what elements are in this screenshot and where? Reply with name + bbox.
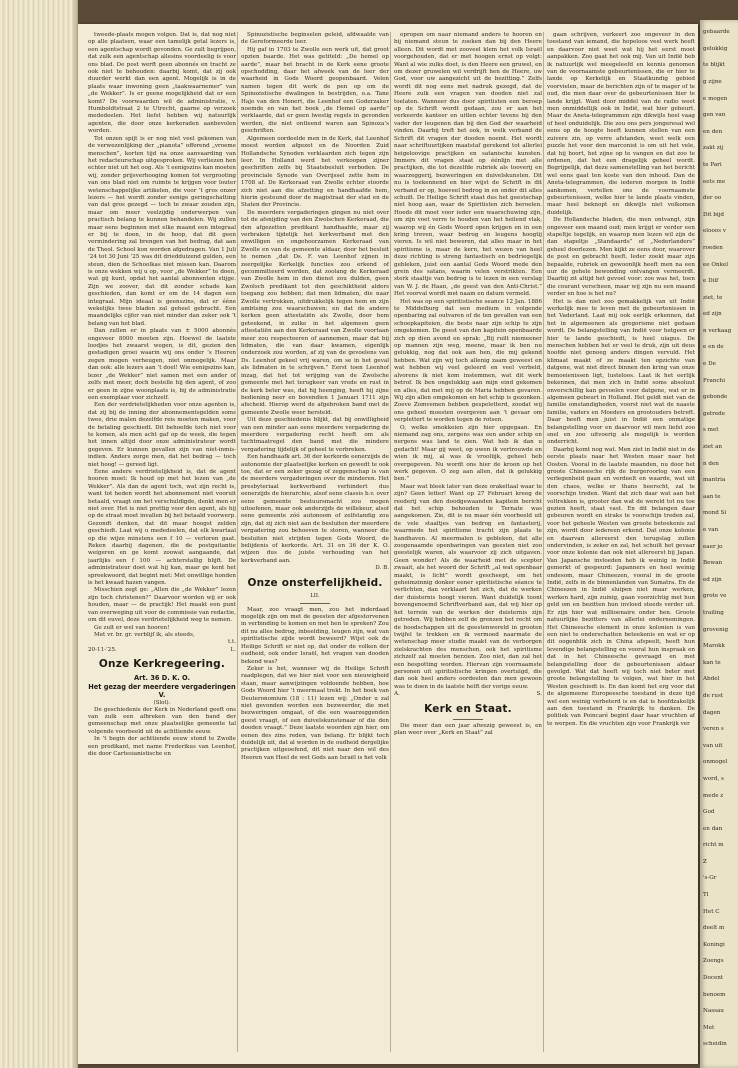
next-page-fragment: kan te <box>703 659 721 666</box>
next-page-fragment: ed zijn <box>703 311 722 318</box>
next-page-fragment: scheidin <box>703 1041 727 1048</box>
next-page-fragment: ziet, te <box>703 294 723 301</box>
paragraph: tweede-plaats mogen volgen. Dat is, dat nog niet op alle plaatsen, waar een tamelijk getal lezers is, een agentschap wordt gevonden. Ge zult begrijpen, dat zulk een agentschap allesins voordeelig is voor ons blad. De post werft geen abonnés en tracht ze ook niet te behouden: daarbij komt, dat zij ook duurder werkt dan een agent. Mogelijk is in de plaats waar inwoning geen „taakwaarnemer” van „de Wekker”. Is er geene mogelijkheid dat er een komt? De voorwaarden wil de administratie, v. Humboldtstraat 2 te Utrecht, gaarne op verzoek mededeelen. Het liefst hebben wij natuurlijk agenten, die door onze kerkeraden aanbevolen worden. <box>88 32 236 135</box>
next-page-fragment: s met <box>703 427 719 434</box>
next-page-fragment: Bewan <box>703 560 723 567</box>
headline-kerkregeering: Onze Kerkregeering. <box>98 658 226 671</box>
signature-line <box>394 691 542 698</box>
next-page-fragment: veren s <box>703 726 724 733</box>
next-page-fragment: e De <box>703 361 716 368</box>
paragraph: Uit deze geschiedenis blijkt, dat bij onwilligheid van een minder aan eene meerdere vergadering de meerdere vergadering recht heeft om als tuchtmaatregel den band met die mindere vergadering tijdelijk of geheel te verbreken. <box>241 417 389 453</box>
next-page-fragment: gelukkig <box>703 45 728 52</box>
article-number: LII. <box>310 592 320 599</box>
paragraph: opropen om naar niemand anders te hooren en bij niemand steun te zoeken dan bij den Heere alleen. Dit wordt met zooveel klem het volk Israël voorgehouden, dat er met hoogen ernst op volgt: Want al wie zulks doet, is den Heere een gruwel, en om dezer gruwelen wil verdrijft hen de Heere, uw God, voor uw aangezicht uit de bezitting.” Zelfs wordt dit nog eens met nadruk gezegd, dat de Heere zulk een vragen van dooden niet zal toelaten. Wanneer dus door spiritisten een beroep op de Schrift wordt gedaan, zou er aan het verkeerde kanteer en uitlen echter tevens bij den vader der leugenen dan bij den God der waarheid vinden. Daarbij treft het ook, in welk verband de Schrift dit vragen der dooden noemt. Het wordt naar schriftuurlijken maatstaf gerekend tot allerlei heigeloovige practijken en satanische kunsten. Immers dit vragen staat op éénlijn met alle practijken, die tot dezelfde rubriek als tooverij en waarzeggerij, bezweringen en duivelskunsten. Dit nu is toekennend en hier wijst de Schrift in dit verband er op, hoeveel bedrog in en onder dit alles schuilt. De Heilige Schrift staat dus het geestschap niet hoog aan, waar de Spiritisten zich beroelen. Hoeds dit moet voor ieder een waarschuwing zijn, om zijn voet verre te houden van het heilend vlak, waarop wij én Gods Woord open krijgen en in een kring treven, waar bedrog en leugens hoogtij vieren. Is wil niet beweren, dat alles maar in het spiritisme is, maar de kern, het wezen van heel deze richting is streng fantastisch en bedriegelijk gebleken, juist een aantal Gods Woord mede den grein des satans, waarin velen verstrikten. Een sterk staaltje van bedrog is te lezen in een verslag van W. J. de Haan, „de geest van den Anti-Christ.” Het voorval wordt met naam en datum vermeld. <box>394 32 542 298</box>
next-page-fragment: en dan <box>703 825 723 832</box>
separator <box>453 719 483 720</box>
next-page-fragment: elooos v <box>703 228 727 235</box>
column-rule <box>390 32 391 1052</box>
next-page-fragment: aan te <box>703 493 721 500</box>
next-page-fragment: van uit <box>703 742 723 749</box>
next-page-fragment: Koningi <box>703 941 725 948</box>
next-page-fragment: Tl <box>703 892 709 899</box>
paragraph: Ge zult er wel van hooren! <box>94 624 170 631</box>
paragraph: Hij gaf in 1703 te Zwolle een werk uit, dat groot opzien baarde. Het was getiteld: „De hemel op aarde”, maar het bracht in de Kerk eene groote opschudding, daar het afweek van de leer der waarheid in Gods Woord geopenbaard. Velen namen tegen dit werk de pen op om de Spinozistische dwalingen te bestrijden, o.a. Tane Hajo van den Honert, die Leenhof een Goderzaker noemde en van het boek „de Hemel op aarde” verklaarde, dat er geen lwestig regels in gevonden werden, die niet ontleend waren aan Spinoza’s geschriften. <box>241 46 389 135</box>
next-page-fragment: zakt zij <box>703 145 724 152</box>
next-page-edge <box>700 20 738 1068</box>
next-page-fragment: eaer jo <box>703 543 723 550</box>
next-page-fragment: Dit bijd <box>703 211 724 218</box>
next-page-fragment: gebaarde <box>703 29 730 36</box>
separator <box>300 603 330 604</box>
paragraph: Een der verdrietelijkheden voor onze agenten is, dat zij bij de inning der abonnementsgelden soms twee, drie malen dezelfde reis moeten maken, voor de betaling geschiedt. Dit behoefde toch niet voor te komen, als men acht gaf op de week, die tegen het innen altijd door onze administrateur wordt gegeven. Er kunnen gevallen zijn van niet-inmis-indien. Anders zorge men, dat het bedrag — toch niet hoog! — gereed ligt. <box>88 402 236 468</box>
next-page-fragment: dagen <box>703 709 721 716</box>
signature-initials: t.t. <box>227 639 236 646</box>
next-page-fragment: roeden <box>703 244 723 251</box>
next-page-fragment: grovenig <box>703 626 729 633</box>
next-page-fragment: Met <box>703 1024 715 1031</box>
next-page-fragment: richt m <box>703 842 724 849</box>
paragraph: Misschien zegt ge: „Allen die „de Wekker” lezen zijn toch christenen?” Daarvoor worden wij er ook houden, maar — de practijk! Het maakt een punt van overweging uit voor de commissie van redactie, om dit euvel, deze verdrietelijkheid weg te nemen. <box>88 587 236 624</box>
next-page-fragment: Het C <box>703 908 720 915</box>
next-page-fragment: word, s <box>703 775 724 782</box>
next-page-fragment: Marokk <box>703 643 725 650</box>
column-rule <box>237 32 238 1052</box>
next-page-fragment: mantria <box>703 477 726 484</box>
paragraph: Die meer dan een jaar afwezig geweest is, en plan weer over „Kerk en Staat” zal <box>394 722 542 736</box>
paragraph: Eene andere verdrietelijkheid is, dat de agent hooren moet: Ik houd op met het lezen van „de Wekker”. Als dan de agent toch, wat zijn recht is, want tot heden wordt het abonnement niet vooruit betaald, vraagt om het verschuldigde, denkt men er niet over. Het is niet prettig voor den agent, als hij op de straat moet invallen bij het betaald voorwerp. Gezondt denken, dat dit maar hoogst zelden geschiedt. Laat wij u mededeelen, dat elk kwartaal op die wijze minstens een f 10 — verloren gaat. Reken daarbij dagenen, die de postquitantie weigeren en ge komt zoowat aangaande, dat jaarlijks een f 100 — achterstallig blijft. De administrateur doet wat hij kan, maar ge kent het spreekwoord, dat begint met: Met onwillige honden is het kwaad hazen vangen. <box>88 468 236 587</box>
next-page-fragment: getrede <box>703 410 726 417</box>
next-page-fragment: benoem <box>703 991 726 998</box>
next-page-fragment: ed zijn <box>703 576 722 583</box>
next-page-fragment: ee Onkel <box>703 261 729 268</box>
paragraph: Maar wat bleek later van deze orakeltaal waar te zijn? Geen letter! Want op 27 Februari kreeg de reederij van den doodgewaanden kapitein bericht dat het schip behouden te Ternate was aangekomen. Zie, dit is nu maar één voorbeeld uit de vele staaltjes van bedrog en fantasterij, waarmede het spiritisme tracht zijn plaats te handhaven. Al meermalen is gebleken, dat alle zoogenaamde openbaringen van geesten niet zoo geestelijk waren, als waarvoor zij zich uitgaven. Geen wonder! Als de waarheid met de scepter zwaait, als het woord der Schrift „al wat openbaar maakt, is licht” wordt gescheept, om het geheimzinnig donker eener spiritistische séance te verlichten, dan verklaart het zich, dat de werken der duisternis hoogt vieren. Want duidelijk toont bovengenoemd Schriftverband aan, dat wij hier op het terrein van de werken der duisternis zijn getreden. Wij hebben zelf de grenzen het recht om de boodschappen uit de geestenwereld in grooten twijfel te trekken en ik vermoed naarmate de wetenschap meer studie maakt van de verborgen zielskrachten des menschen, ook het spiritisme zichzelf zal moeten herzien. Zoo niet, dan zal het een bespotting worden. Hiervan zijn voornaamste personen uit spiritistische kringen overtuigd, die dan ook heel anders oordeelen dan men gewoon was te doen in de laatste helft der vorige eeuw. <box>394 483 542 690</box>
newspaper-page <box>78 24 698 1064</box>
next-page-fragment: n verkaag <box>703 327 732 334</box>
signature-right: S. <box>536 691 542 698</box>
signature-letter: L. <box>230 646 236 653</box>
column-rule <box>543 32 544 1052</box>
paragraph: Dan zullen er in plaats van ± 5000 abonnés ongeveer 8000 moeten zijn. Hoewel de laatste loodjes het zwaarst wegen, is dit, gezien den gestadigen groei waarin wij ons onder ’s Heeren zegen mogen verheugen, niet onmogelijk. Maar dan ook: alle lezers aan ’t doel! Wie eenigszins kan, lezer „de Wekker” niet samen met een ander of zelfs met meer, doch bestelle hij den agent, of zoo er geen in zijne woonplaats is, bij de administratie een exemplaar voor zichzelf. <box>88 328 236 401</box>
paragraph: Maar, zoo vraagt men, zou het inderdaad mogelijk zijn om met de geesten der afgestorvenen in verbinding te komen en met hen te spreken? Zou dit nu alles bedrog, inbeelding, leugen zijn, wat van spiritistische zijde wordt beweerd? Wijst ook de Heilige Schrift er niet op, dat onder de volken der oudheid, ook onder Israël, het vragen van dooden bekend was? <box>241 606 389 665</box>
paragraph: Algemeen oordeelde men in de Kerk, dat Leenhof moest worden afgezet en de Noorden Zuid Hollandsche Synoden verklaarden zich tegen zijn leer. In Holland werd het verkoopen zijner geschriften zelfs bij Staatsbesluit verboden. De provinciale Synode van Overijssel zette hem in 1708 af. De Kerkeraad van Zwolle echter stoorde zich niet aan die afzetting en handhaafde hem, hierin gesteund door de magistraat der stad en de Staten der Provincie. <box>241 135 389 209</box>
next-page-fragment: onmogel <box>703 759 728 766</box>
next-page-fragment: Nassau <box>703 1008 724 1015</box>
signature: D. B. <box>375 565 389 572</box>
column-3 <box>394 32 542 1052</box>
stacked-page-edges <box>0 0 78 1068</box>
next-page-fragment: mond Si <box>703 510 727 517</box>
column-4 <box>547 32 695 1052</box>
next-page-fragments <box>703 20 731 1049</box>
article-subtitle: Het gezag der meerdere vergaderingen V. <box>88 682 236 700</box>
paragraph: Daarbij komt nog wat. Men ziet in Indië niet in de eerste plaats naar het Westen maar naar het Oosten. Vooral in de laatste maanden, nu door het groote Chineesche rijk de burgeroorlog van een verlegenheid gaan en verdeelt en waarde, wat uit den chaos, welke er thans heerscht, zal te voorschijn treden. Want dat zich daar wat aan het voltrekken is, grooter dan wat de wereld tot nu toe gezien heeft, staat vast. En dit belangen daar gebeuren wordt en straks te voorschijn treden zal, voor het geheele Westen van groote beteekenis zal zijn, wordt door iedereen erkend. Dat onze kolonie en daarvan allereerst den terugslag zullen ondervinden, is zeker en zal, het schuilt het gevaar voor onze kolonie dan ook niet allereerst bij Japan. Van Japansche invloeden heb ik weinig in Indië gemerkt of gespeurd: Japanners en heel weinig ondesom, maar Chineezen, vooral in de groote Indië, zelfs in de binnenlanden van Sumatra. En de Chineezen in Indië sluipen niet maar werken, werken hard, zijn zuinig, gaan voorzichtig met hun geld om en bezitten hun invloed steeds verder uit. Er zijn hier wat millioenaire onder hen. Groote natuurlijke bezitters van allerlei ondernemingen. Het Chineesche element in onze kolonien is van een niet te onderschatten beteekenis en wat er op dit oogenblik zich in China afspeelt, heeft hun levendige belangstelling en vooral hun inspraak en dat in het Chineesche gevraagd en met belangstelling door de gebeurtenissen aldaar gevolgd. Wat dat heeft wij toch niet beter met groote belangstelling te volgen, wat hier in het Westen geschiedt is. En dan komt het erg voor dat de algemeene Europeesche toestand in deze tijd wel een weinig verbeterd is en dat is hoofdzakelijk aan den toestand in Frankrijk te danken. De politiek van Poincaré begint daar haar vruchten af te werpen. En die vruchten zijn voor Frankrijk ver <box>547 446 695 727</box>
article-title: Art. 36 D. K. O. <box>134 674 190 683</box>
next-page-fragment: n den <box>703 460 719 467</box>
paragraph: Zeker is het, wanneer wij de Heilige Schrift raadplegen, dat we hier niet voor een nieuwigheid staan, maar aanwijzingen voldoende hebben, hoe Gods Woord hier ’t meermaal trekt. In het boek van Deuteronomium (18 : 11) lezen wij: „Onder u zal niet gevonden worden een bezweerder, die met bezweringen omgaat, of die een waarzeggenden geest vraagt, of een duivelskunstenaar of die den dooden vraagt.” Deze laatste woorden zijn hier, om eenen des zins reden, van belang. Er blijkt toch duidelijk uit, dat al worden in de oudheid dergelijke practijken uitgeoefend, dit niet naar den wil des Heeren van Heel de wet Gods aan Israël is het volk <box>241 665 389 761</box>
next-page-fragment: e Dilf <box>703 278 719 285</box>
article-note: (Slot). <box>153 699 171 706</box>
paragraph: De meerdere vergaderingen gingen nu niet over tot de afsnijding van den Zwolschen Kerkeraad, die den afgezetten predikant handhaafde, maar zij verbraken tijdelijk het kerkverband met den onwilligen en ongehoorzamen Kerkeraad van Zwolle en van de gemeente aldaar, door het besluit te nemen „dat Ds. F. van Leenhof zijnen in zeergelijke Kerkelijk functies zou erkend of gecommitteerd worden, dat zoolang de Kerkeraad van Zwolle hem in den dienst zou dulden, geen Zwolsch predikant tot den geschiktheid alders toegang zou hebben; dat men lidmaten, die naar Zwolle vertrokken, uitdrukkelijk tegen hem en zijn ambtsing zou waarschuwen; en dat de andere kerken geen attestatiën als Zwolle, door hem geteekend, in zulke in het algemeen geen attestatiën aan den Kerkeraad van Zwolle voortaan meer zou respecteeren of aannemen, maar dat bij lidmaten, die van daar kwamen, eigenlijk onderzoek zou worden, af zij van de gevoelens van Ds. Leenhof gekeel vrij waren, om se in het geval als lidmaten in te schrijven.” Eerst toen Leenhof inzag, dat het tot wrijging van de Zwolsche gemeente met het terugkeer van vrede en rust in de kerk beter was, dat hij heenging, heeft hij zijne bediening neer en bovendien 1 Januari 1711 zijn afscheid. Hierop werd de afgebroken band met de gemeente Zwolle weer hersteld. <box>241 209 389 416</box>
signature-line <box>88 647 236 654</box>
next-page-fragment: Docent <box>703 975 724 982</box>
next-page-fragment: eets me <box>703 178 726 185</box>
paragraph: Het was op een spiritistische seance 12 Jan. 1886 te Middelburg dat een medium in volgende openbaring zal outvaren of de ten gevallen van een schoepkapiteien, die beste naar zijn schip te zijn omgekomen. De geest van den kapitein openbaarde zich op dien avond en sprak: „Bij ruilt niemeener op mannen zijn weg, meene, maar ik ben nu gelukkig, nog dat ook aan hen, die mij gekend hebben. Wat zijn wij toch allenig zaam geweest en wat hebben wij veel geleerd en veel verbeld, alvorens ik niet kom instemmen, wat dit werk betrof. Ik ben ongelukkig aan mijn eind gekomen en alles, dat met mij op de Maria hebben gevaren. Wij zijn allen omgekomen en het schip is gezonken. Zoeve Zomvemen hebben gespeletterd, zoodat wij ons geheel moesten overgeven aan ’t gevaar om verplettert te worden tegen de rotsen. <box>394 298 542 424</box>
next-page-fragment: Franchi <box>703 377 726 384</box>
next-page-fragment: God <box>703 809 715 816</box>
paragraph: gaan schrijven, verkeert zoo ongeveer in den toestand van iemand, die hopeloos veel werk heeft en daarvoor niet weet wat hij het eerst moet aanpakken. Zoo gaat het ook mij. Van uit Indië heb ik natuurlijk wel meegeleefd en kennis genomen van de voornaamste gebeurtenissen, die er hier te lande op Kerkelijk en Staatkundig gebied voorvielen, maar de berichten zijn of te mager of te oud, die men daar over de gebeurtenissen hier te lande krijgt. Want door middel van de radio weet men onmiddellijk ook in Indië, wat hier gebeurt. Maar de Aneta-telegrammen zijn dikwijls heel vaag of heel onduidelijk. Die zou ons pers jongeresal wel eens op de hoogte heeft kunnen stellen van een zuivere zin, op verre afstanden, weet welk een puzzle het voor den marconist is om uit het vele, dat hij hoort, het zijne op te vangen en dat zoo te ordenen, dat het een dragelijk geheel wordt. Begrijpelijk, dat deze samenstelling van het bericht wel eens gaat ten koste van den inhoud. Dan de Aneta-telegrammen, die iederen morgen in Indië aankomen, vertellen ons de voornaamste gebeurtenissen, welke hier te lande plaats vinden, maar heel beknopt en dikwijls niet volkomen duidelijk. <box>547 32 695 216</box>
paragraph: Met vr. br. gr. verblijf ik, als steeds, <box>94 631 195 638</box>
headline-onsterfelijkheid: Onze onsterfelijkheid. <box>247 576 383 589</box>
next-page-fragment: gen van <box>703 112 726 119</box>
column-2 <box>241 32 389 1052</box>
next-page-fragment: Z <box>703 858 707 865</box>
paragraph: De Hollandsche bladen, die men ontvangt, zijn ongeveer een maand oud; men krijgt er verder een stapeltje tegelijk, en waarop men lezen wil zijn de dan stapeltje „Standaards” of „Nederlanders” geheel doorlezen. Men kijkt ze eens door, waarover de post en gebracht heeft. Ieder zoekt maar zijn bepaalde, rubriek en gewoonlijk heeft men na een uur de gehele bewonding ontvangen vermeerdt. Daarbij zit altijd het gevoel voor: zoo was het, toen die courant verscheen, maar wij zijn nu een maand verder en hoe is het nu? <box>547 217 695 298</box>
paragraph: O, welke smokkeien zijn hier opgegaan. En niemand zag ons, zergens was een ander schip en nergens was land te zien. Wat heb ik dan u gedacht! Maar gij weet, op uwen ik vertrouwde en wien ik mij, al was ik vrooliijk, geheel heb overgegeven. Nu wordt ons hier de kroon op het werk gegeven. O zeg aan allen, dat ik gelukkig ben.” <box>394 424 542 483</box>
next-page-fragment: g zijne <box>703 78 722 85</box>
next-page-fragment: der oo <box>703 195 722 202</box>
paragraph: Tot onzen spijt is er nog niet veel gekomen van de verwezenlijking der „pianota” offerend „vroeme menschen”, korten tijd na onze aanvaarding van het redacteurschap uitgesproken. Wij verliezen hen echter niet uit het oog. Als ’t eenigszins kan moeten wij, zonder prijsverhooging komen tot vergrooting van ons blad niet om ruimte te krijgen voor louter wetenschappelijke artikelen, die voor ’t gros onzer lezers — het wordt zonder eenige geringschatting van dat gros gezegd — toch te zwaar zouden zijn, maar om meer veelzijdig onderwerpen van practisch belang te kunnen behandelen. Wij zullen maar eens beginnen met elke maand een integraal er bij te doen, in de hoop, dat dit geen vermindering zal brengen van het bedrag, dat aan de Theol. School kon worden afgedragen. Van 1 Juli ’24 tot 30 Juni ’25 was dit driedduizend gulden, een steun, dien de Schoolkas niet missen kan. Daarom is onze wekken wij u op, voor „de Wekker” te doen, wat gij kunt, opdat het aantal abonnenten stijge. Zijn we zoover, dat dit zonder schade kan geschieden, dan komt er om de 14 dagen een integraal. Mijn ideaal is geenszins, dat er ééne wekelijks twee bladen zal geheel gebracht. Een maandelijks cijfer van niet minder dan zeker ook ’t belang van het blad. <box>88 135 236 327</box>
signature-left: A. <box>394 691 400 698</box>
next-page-fragment: gebonde <box>703 394 728 401</box>
next-page-fragment: 's-Gr <box>703 875 717 882</box>
paragraph: De geschiedenis der Kerk in Nederland geeft ons van zulk een afbreken van den band der gemeenschap met onze plaatselijke gemeente tal volgende voorbeeld uit de achttiende eeuw. <box>88 706 236 735</box>
next-page-fragment: e mogen <box>703 95 728 102</box>
next-page-fragment: e en de <box>703 344 724 351</box>
paragraph: Spinozistische beginselen geleid, afdwaalde van de Gereformeerde leer. <box>241 32 389 46</box>
next-page-fragment: grote ve <box>703 593 727 600</box>
paragraph: Het is dan niet zoo gemakkelijk van uit Indië werkelijk mee te leven met de gebeurtenissen in het Vaderland. Laat mij ook eerlijk erkennen, dat het in algemeenen als gregorisme niet gedaan wordt. De belangstelling van Indië voor hetgeen er hier te lande geschiedt, is heel uiagus. De menschen hebben het er veel te druk, zijn uit deus hoofde niet genoeg anders dingen vervuld. Het klimaat maakt of ze maakt ten opzichte van datgene, wat niet direct binnen den kring van onze bemoeienissen ligt, lusteloos. Laat ik het eerlijk bekennen, dat men zich in Indië soms absoluut onverschillig kan gevoelen voor datgene, wat er in algemeen gebeurt in Holland. Het geldt niet van de familie omstandigheden, voorst niet wat de naaste familie, vaders en Moeders en grootouders betreft. Daar heeft men juist in Indië een onmatige belangstelling voor en daarvoor wil men liefst zoo snel en zoo uitvoerig als mogelijk is worden onderricht. <box>547 298 695 446</box>
next-page-fragment: te blijkt <box>703 62 725 69</box>
next-page-fragment: de rust <box>703 692 724 699</box>
next-page-fragment: e van <box>703 527 719 533</box>
column-1 <box>88 32 236 1052</box>
next-page-fragment: Zoengs <box>703 958 724 965</box>
paragraph: In ’t begin der achttiende eeuw stond te Zwolle een predikant, met name Frederikus van Leenhof, die door Cartesianistische en <box>88 736 236 758</box>
next-page-fragment: en den <box>703 128 723 135</box>
headline-kerk-en-staat: Kerk en Staat. <box>424 702 512 715</box>
next-page-fragment: deelt m <box>703 925 725 932</box>
next-page-fragment: Abdel <box>703 676 720 683</box>
next-page-fragment: ziet an <box>703 444 723 451</box>
paragraph: Een handhaafk art. 36 der kerkorde eenerzijds de autonomie der plaatselijke kerken en gewedt te ook toe, dat er een zeker gezag of zeggenschap is van de meerdere vergaderingen over de minderen. Het presbyteriaal kerkverband verhindert dus eenerzijds de hierarchie, alsof eene classis b.v. over eene gemeente bestuursmacht zou mogen uitoefenen, maar ook anderzijds de willekeur, alsof eene gemeente zóó autonoom of zelfstandig zou zijn, dat zij zich niet aan de besluiten der meerdere vergadering zou behoeven te storen, wanneer die besluiten niet strijden tegen Gods Woord, de belijdenis of kerkorde. Art. 31 en 36 der K. O. wijzen dus de juiste verhouding van het kerkverband aan. <box>241 454 389 564</box>
next-page-fragment: te Pari <box>703 161 722 168</box>
letter-date: 20-11-’25. <box>88 646 117 653</box>
next-page-fragment: trailing <box>703 609 724 616</box>
next-page-fragment: mede z <box>703 792 724 799</box>
